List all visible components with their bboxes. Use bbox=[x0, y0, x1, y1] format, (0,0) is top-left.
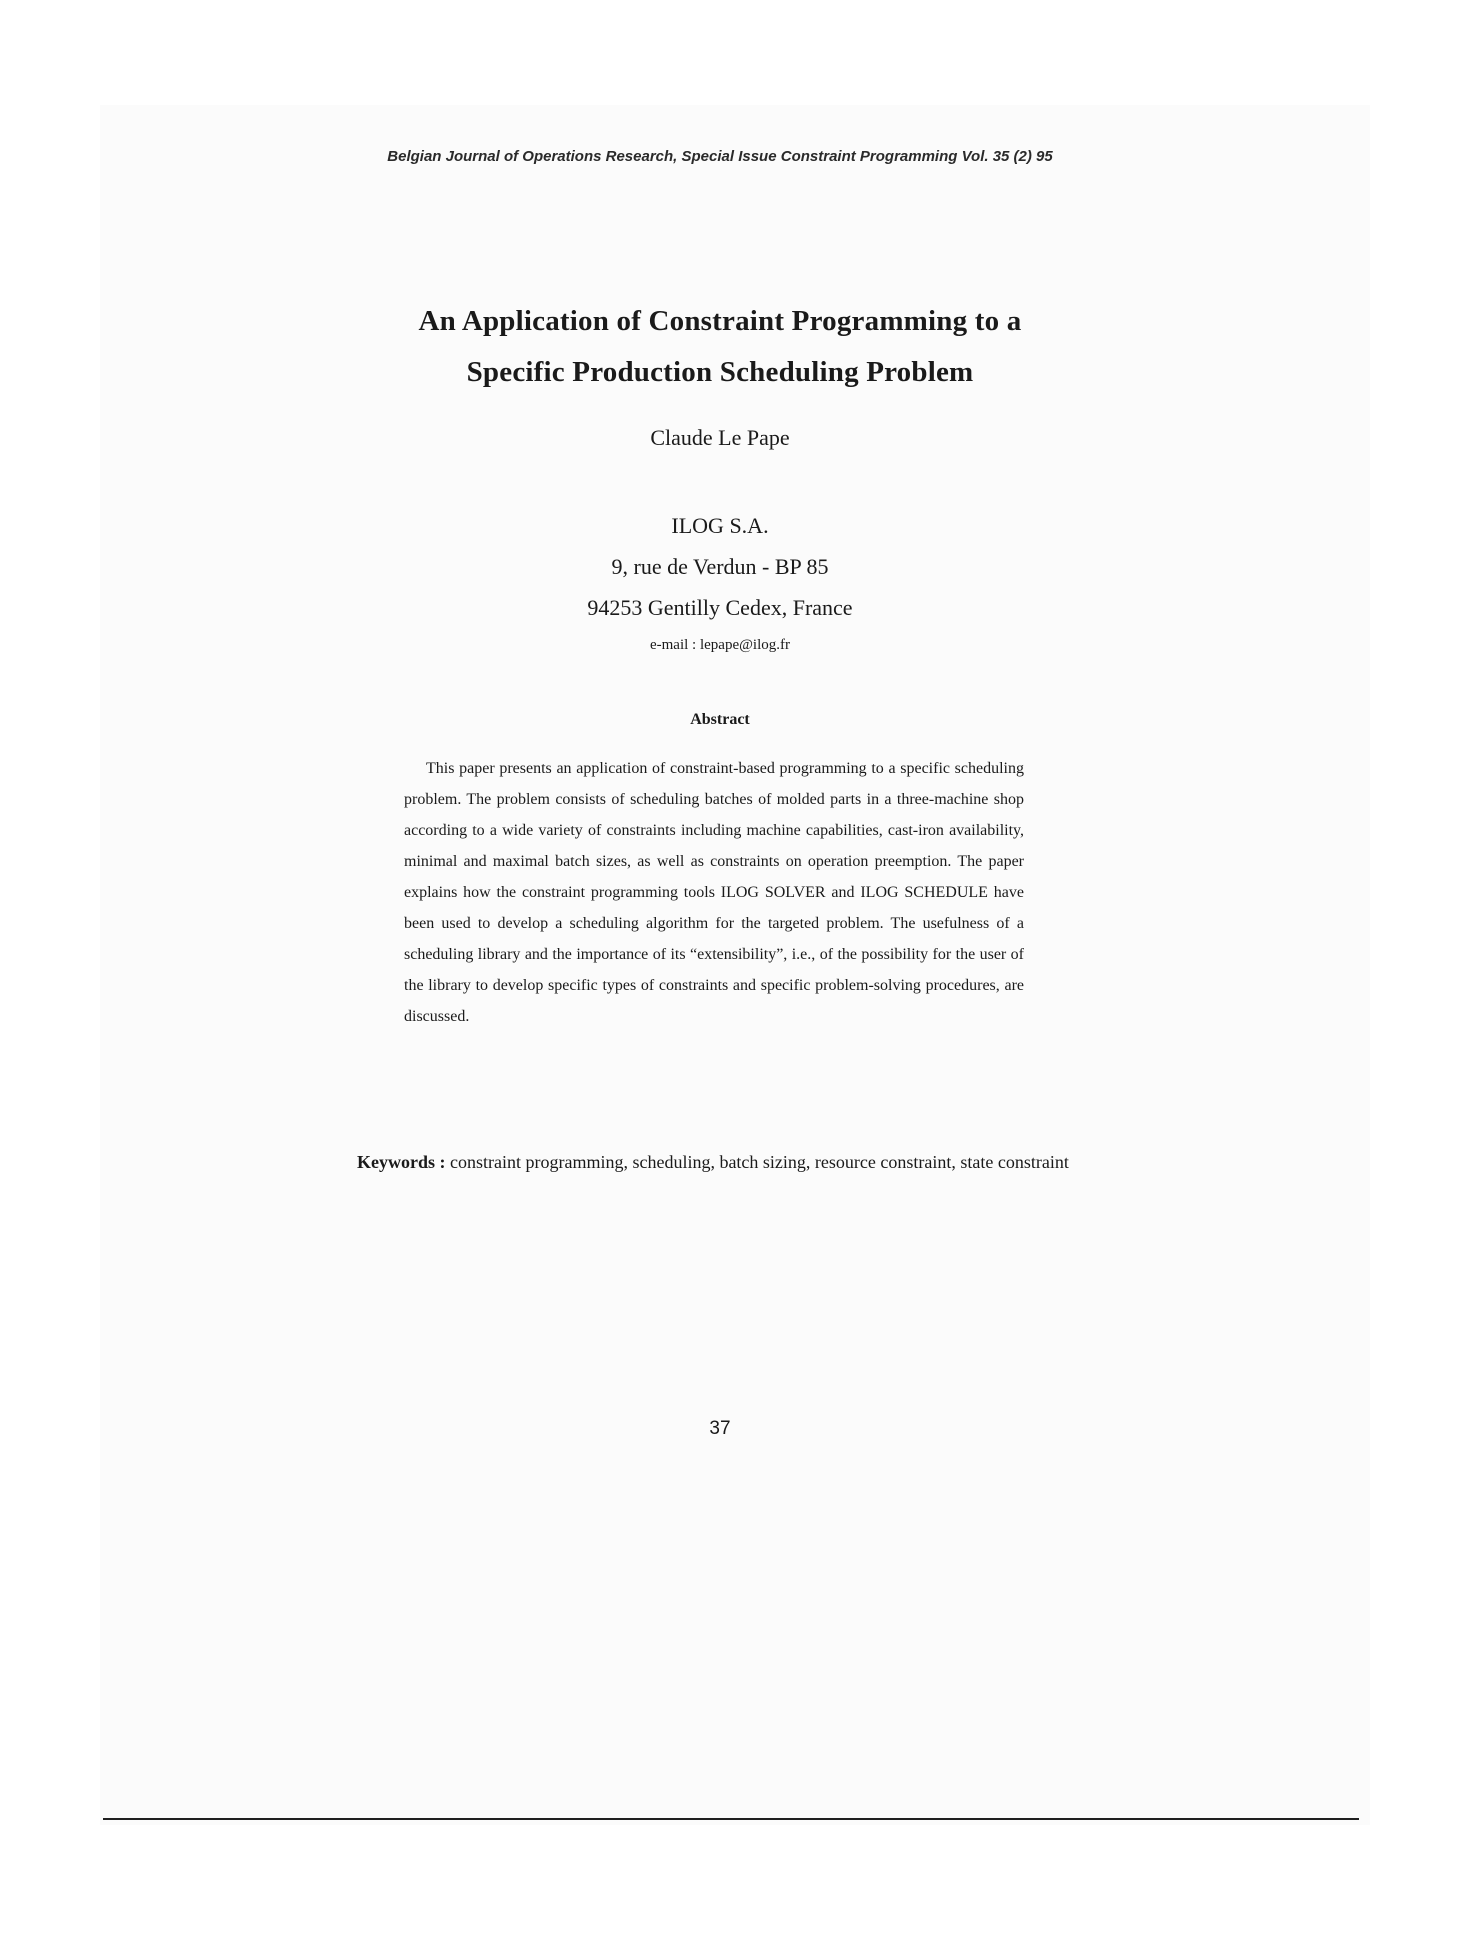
title-line-2: Specific Production Scheduling Problem bbox=[466, 356, 974, 388]
abstract-heading: Abstract bbox=[690, 711, 750, 728]
keywords-label: Keywords : bbox=[357, 1152, 446, 1172]
affiliation-line-2: 9, rue de Verdun - BP 85 bbox=[611, 554, 829, 579]
affiliation-line-3: 94253 Gentilly Cedex, France bbox=[587, 595, 853, 620]
bottom-rule bbox=[103, 1818, 1359, 1820]
author-name: Claude Le Pape bbox=[650, 425, 790, 450]
keywords-text: constraint programming, scheduling, batch sizing, resource constraint, state constraint bbox=[450, 1152, 1069, 1172]
abstract-body: This paper presents an application of constraint-based programming to a specific scheduling problem. The problem consists of scheduling batches of molded parts in a three-machine shop according to a wide variety of constraints including machine capabilities, cast-iron availability, minimal and maximal batch sizes, as well as constraints on operation preemption. The paper explains how the constraint programming tools ILOG SOLVER and ILOG SCHEDULE have been used to develop a scheduling algorithm for the targeted problem. The usefulness of a scheduling library and the importance of its “extensibility”, i.e., of the possibility for the user of the library to develop specific types of constraints and specific problem-solving procedures, are discussed. bbox=[404, 760, 1024, 1025]
affiliation bbox=[0, 505, 1440, 628]
page-number: 37 bbox=[709, 1418, 731, 1439]
author-email: e-mail : lepape@ilog.fr bbox=[649, 637, 790, 653]
paper-title bbox=[0, 296, 1440, 398]
title-line-1: An Application of Constraint Programming to a bbox=[418, 305, 1022, 337]
journal-header: Belgian Journal of Operations Research, Special Issue Constraint Programming Vol. 35 (2) 95 bbox=[387, 148, 1053, 165]
keywords bbox=[357, 1146, 1077, 1178]
affiliation-line-1: ILOG S.A. bbox=[671, 513, 769, 538]
